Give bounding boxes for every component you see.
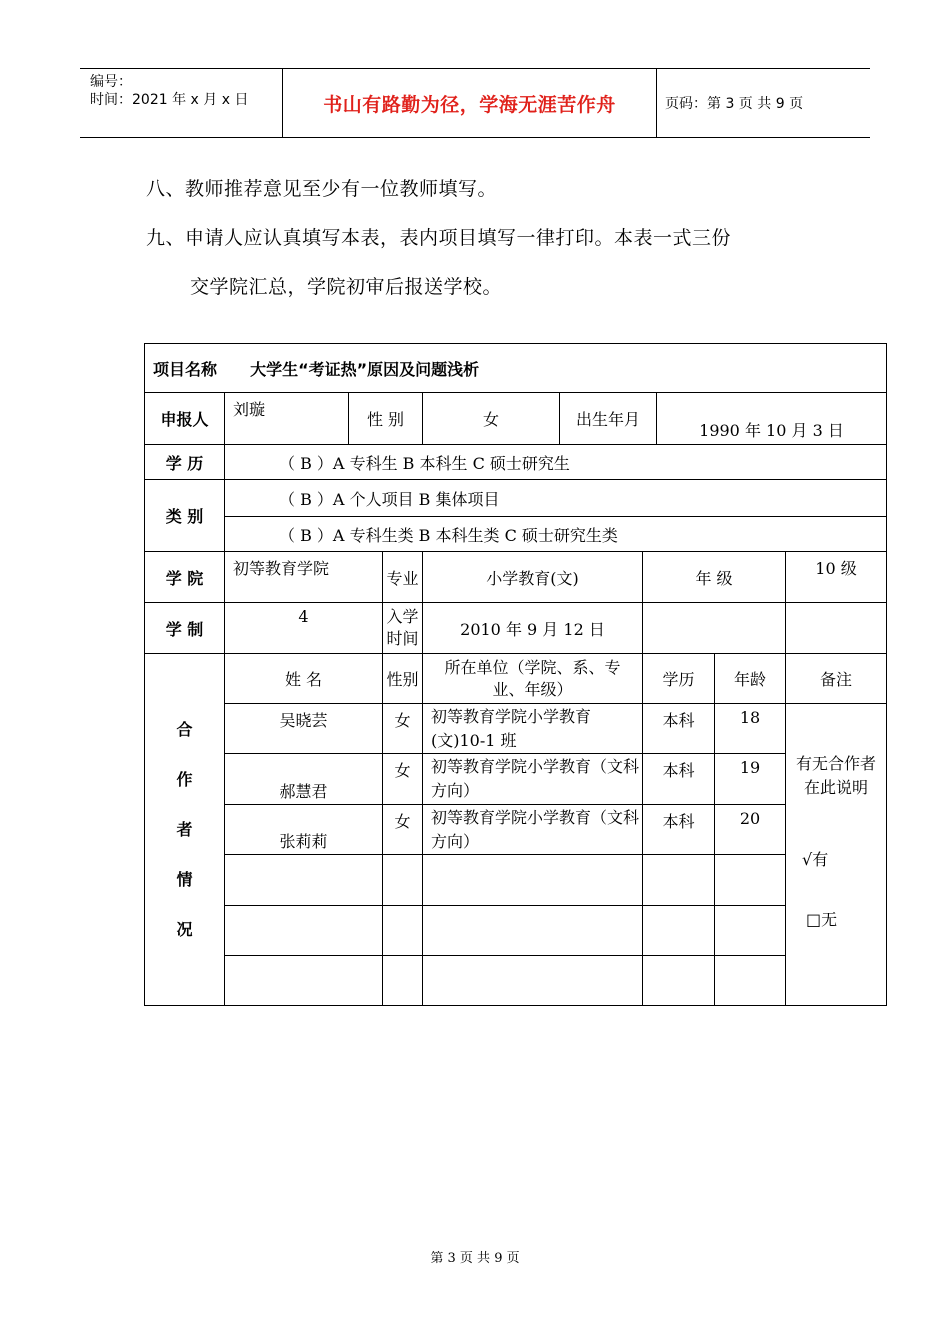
collab-remark-cell [786, 704, 887, 1006]
collab-header-name: 姓 名 [225, 654, 383, 704]
gender-value: 女 [423, 393, 560, 445]
header-motto: 书山有路勤为径，学海无涯苦作舟 [283, 69, 657, 137]
enroll-value: 2010 年 9 月 12 日 [423, 603, 643, 654]
project-label: 项目名称 [153, 359, 218, 379]
education-label: 学 历 [145, 445, 225, 480]
application-form [144, 343, 887, 1006]
collab-char: 情 [176, 869, 193, 889]
collab-header-gender: 性别 [383, 654, 423, 704]
collab-empty-cell [225, 906, 383, 956]
remark-yes: √有 [802, 850, 829, 869]
grade-label: 年 级 [643, 552, 786, 603]
collab-header-remark: 备注 [786, 654, 887, 704]
enroll-extra-cell [786, 603, 887, 654]
enroll-label-line2: 时间 [386, 629, 419, 648]
collab-empty-cell [423, 906, 643, 956]
gender-label: 性 别 [349, 393, 423, 445]
collab-age: 19 [715, 754, 786, 805]
collab-char: 况 [176, 919, 193, 939]
collab-unit: 初等教育学院小学教育（文科方向） [423, 805, 643, 855]
collab-education: 本科 [643, 805, 715, 855]
major-value: 小学教育(文) [423, 552, 643, 603]
enroll-label [383, 603, 423, 654]
collab-empty-cell [383, 855, 423, 906]
collab-name: 郝慧君 [225, 754, 383, 805]
remark-no: □无 [806, 910, 838, 929]
collab-unit: 初等教育学院小学教育（文科方向） [423, 754, 643, 805]
college-value: 初等教育学院 [225, 552, 383, 603]
time-label: 时间：2021 年 x 月 x 日 [90, 92, 249, 108]
instruction-8: 八、教师推荐意见至少有一位教师填写。 [146, 178, 498, 200]
collab-char: 作 [176, 769, 193, 789]
collab-char: 者 [176, 819, 193, 839]
collab-empty-cell [715, 906, 786, 956]
collab-empty-cell [643, 906, 715, 956]
collab-empty-cell [383, 956, 423, 1006]
collab-empty-cell [423, 855, 643, 906]
project-name: 大学生“考证热”原因及问题浅析 [250, 359, 480, 379]
collab-name: 吴晓芸 [225, 704, 383, 754]
collab-education: 本科 [643, 704, 715, 754]
remark-text: 有无合作者在此说明 [796, 754, 877, 797]
collab-age: 18 [715, 704, 786, 754]
collab-empty-cell [643, 855, 715, 906]
enroll-label-line1: 入学 [386, 607, 419, 626]
major-label: 专业 [383, 552, 423, 603]
collab-section-label [145, 654, 225, 1006]
project-row [145, 344, 887, 393]
collab-gender: 女 [383, 704, 423, 754]
collab-empty-cell [225, 855, 383, 906]
collab-empty-cell [225, 956, 383, 1006]
enroll-extra-cell [643, 603, 786, 654]
collab-gender: 女 [383, 754, 423, 805]
page-footer: 第 3 页 共 9 页 [430, 1251, 520, 1266]
collab-header-education: 学历 [643, 654, 715, 704]
header-page-info: 页码：第 3 页 共 9 页 [665, 96, 804, 112]
applicant-name: 刘璇 [225, 393, 349, 445]
collab-name: 张莉莉 [225, 805, 383, 855]
applicant-label: 申报人 [145, 393, 225, 445]
collab-empty-cell [423, 956, 643, 1006]
category-value-1: （ B ）A 个人项目 B 集体项目 [225, 480, 887, 517]
collab-char: 合 [176, 719, 193, 739]
birth-label: 出生年月 [560, 393, 657, 445]
duration-label: 学 制 [145, 603, 225, 654]
college-label: 学 院 [145, 552, 225, 603]
collab-education: 本科 [643, 754, 715, 805]
page-header [80, 68, 870, 138]
instruction-9-line1: 九、申请人应认真填写本表，表内项目填写一律打印。本表一式三份 [146, 227, 732, 249]
collab-header-unit: 所在单位（学院、系、专业、年级） [423, 654, 643, 704]
collab-header-age: 年龄 [715, 654, 786, 704]
collab-age: 20 [715, 805, 786, 855]
collab-empty-cell [643, 956, 715, 1006]
category-value-2: （ B ）A 专科生类 B 本科生类 C 硕士研究生类 [225, 517, 887, 552]
number-label: 编号： [90, 74, 132, 90]
collab-gender: 女 [383, 805, 423, 855]
collab-empty-cell [383, 906, 423, 956]
instruction-9-line2: 交学院汇总，学院初审后报送学校。 [190, 276, 503, 298]
collab-empty-cell [715, 956, 786, 1006]
collab-empty-cell [715, 855, 786, 906]
education-value: （ B ）A 专科生 B 本科生 C 硕士研究生 [225, 445, 887, 480]
duration-value: 4 [225, 603, 383, 654]
birth-value: 1990 年 10 月 3 日 [657, 393, 887, 445]
category-label: 类 别 [145, 480, 225, 552]
header-meta [80, 69, 283, 137]
collab-unit: 初等教育学院小学教育(文)10-1 班 [423, 704, 643, 754]
grade-value: 10 级 [786, 552, 887, 603]
